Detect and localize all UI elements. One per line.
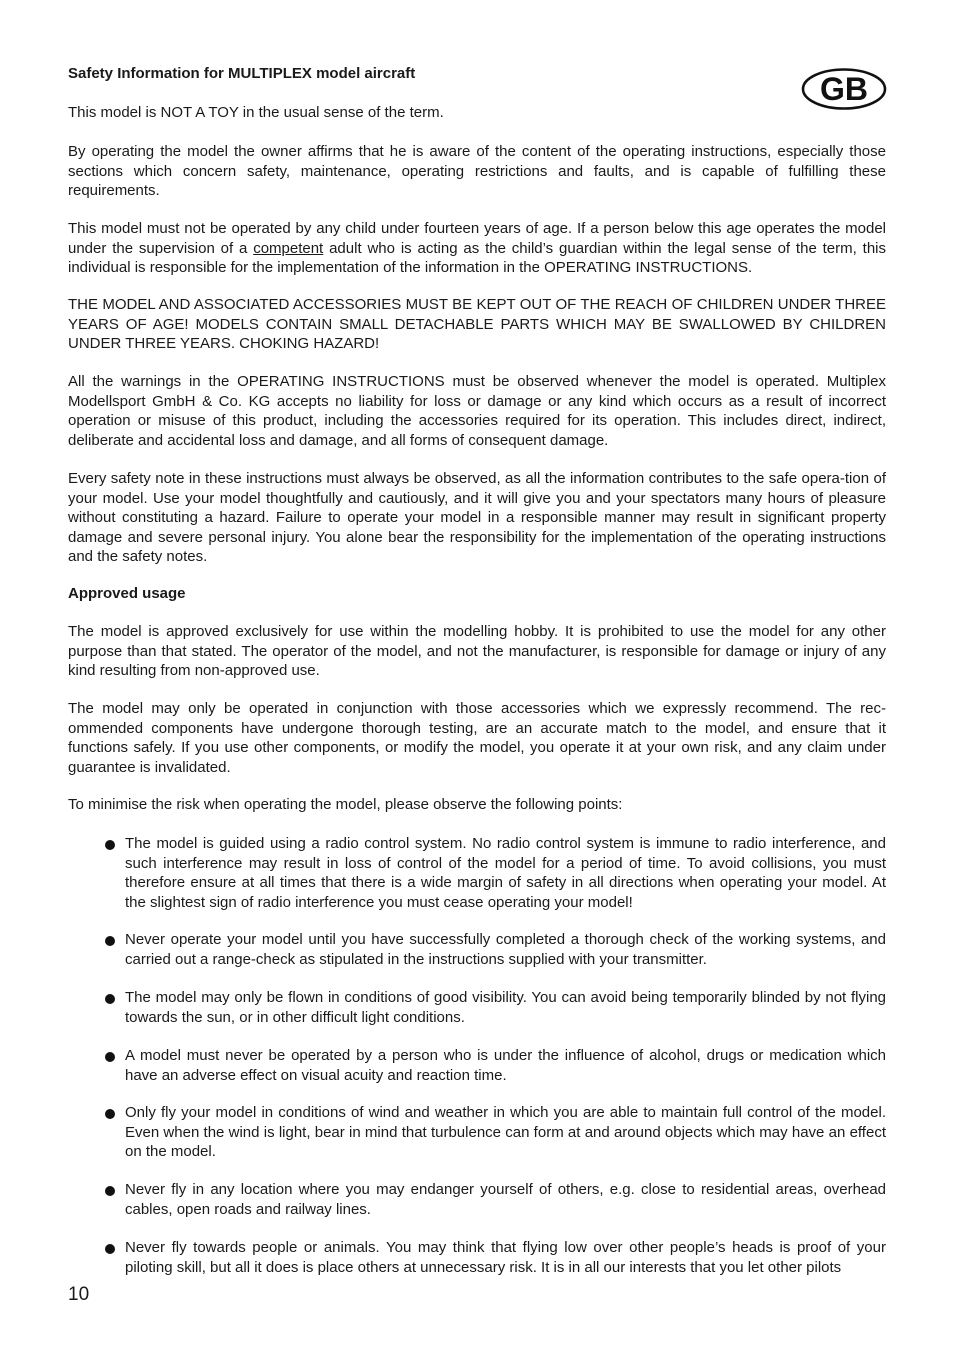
intro-paragraph-2: By operating the model the owner affirms that he is aware of the content of the operating instructions, especially those sections which concern safety, maintenance, operating restrictions and faults, and is capable of fulfilling these requirements. (68, 143, 886, 199)
bullet-dot-icon (105, 936, 115, 946)
bullet-text: Never operate your model until you have successfully completed a thorough check of the working systems, and carried out a range-check as stipulated in the instructions supplied with your transmitter. (125, 931, 886, 968)
bullet-item (68, 1103, 886, 1162)
approved-usage-paragraph-2: The model may only be operated in conjunction with those accessories which we expressly recommend. The rec-ommended components have undergone thorough testing, are an accurate match to the model, and ensure that it functions safely. If you use other components, or modify the model, you operate it at your own risk, and any claim under guarantee is invalidated. (68, 700, 886, 776)
bullet-text: A model must never be operated by a person who is under the influence of alcohol, drugs or medication which have an adverse effect on visual acuity and reaction time. (125, 1047, 886, 1084)
bullet-text: Never fly in any location where you may endanger yourself of others, e.g. close to residential areas, overhead cables, open roads and railway lines. (125, 1181, 886, 1218)
liability-paragraph: All the warnings in the OPERATING INSTRUCTIONS must be observed whenever the model is operated. Multiplex Modellsport GmbH & Co. KG accepts no liability for loss or damage or any kind which occurs as a result of incorrect operation or misuse of this product, including the accessories required for its operation. This includes direct, indirect, deliberate and accidental loss and damage, and all forms of consequent damage. (68, 373, 886, 449)
intro-paragraph-3 (68, 219, 886, 278)
intro-paragraph-3-start: This model must not be operated by any child under fourteen years of age. If a person below this age operates the model under the supervision of a (68, 220, 886, 257)
bullet-item (68, 834, 886, 912)
bullet-text: Only fly your model in conditions of wind and weather in which you are able to maintain full control of the model. Even when the wind is light, bear in mind that turbulence can form at and around objects which may have an effect on the model. (125, 1104, 886, 1160)
bullet-dot-icon (105, 1244, 115, 1254)
bullet-item (68, 1180, 886, 1219)
bullet-dot-icon (105, 1052, 115, 1062)
bullet-dot-icon (105, 1186, 115, 1196)
page-number: 10 (68, 1284, 90, 1305)
bullet-dot-icon (105, 1109, 115, 1119)
approved-usage-paragraph-3: To minimise the risk when operating the model, please observe the following points: (68, 796, 623, 813)
gb-badge-label: GB (820, 71, 868, 107)
bullet-item (68, 988, 886, 1027)
bullet-dot-icon (105, 840, 115, 850)
bullet-dot-icon (105, 994, 115, 1004)
bullet-item (68, 930, 886, 969)
bullet-text: The model may only be flown in conditions of good visibility. You can avoid being temporarily blinded by not flying towards the sun, or in other difficult light conditions. (125, 989, 886, 1026)
safety-notes-paragraph: Every safety note in these instructions must always be observed, as all the information contributes to the safe opera-tion of your model. Use your model thoughtfully and cautiously, and it will give you and your spectators many hours of pleasure without constituting a hazard. Failure to operate your model in a responsible manner may result in significant property damage and severe personal injury. You alone bear the responsibility for the implementation of the operating instructions and the safety notes. (68, 470, 886, 565)
competent-underlined: competent (253, 239, 324, 257)
choking-hazard-warning: THE MODEL AND ASSOCIATED ACCESSORIES MUST BE KEPT OUT OF THE REACH OF CHILDREN UNDER THREE YEARS OF AGE! MODELS CONTAIN SMALL DETACHABLE PARTS WHICH MAY BE SWALLOWED BY CHILDREN UNDER THREE YEARS. CHOKING HAZARD! (68, 296, 886, 352)
approved-usage-paragraph-1: The model is approved exclusively for use within the modelling hobby. It is prohibited to use the model for any other purpose than that stated. The operator of the model, and not the manufacturer, is responsible for damage or injury of any kind resulting from non-approved use. (68, 623, 886, 679)
approved-usage-heading: Approved usage (68, 585, 186, 602)
bullet-text: The model is guided using a radio control system. No radio control system is immune to radio interference, and such interference may result in loss of control of the model for a period of time. To avoid collisions, you must therefore ensure at all times that there is a wide margin of safety in all directions when operating your model. At the slightest sign of radio interference you must cease operating your model! (125, 835, 886, 911)
intro-paragraph-3-end: adult who is acting as the child’s guardian within the legal sense of the term, this individual is responsible for the implementation of the information in the OPERATING INSTRUCTIONS. (68, 239, 886, 276)
bullet-item (68, 1046, 886, 1085)
bullet-text: Never fly towards people or animals. You may think that flying low over other people’s heads is proof of your piloting skill, but all it does is place others at unnecessary risk. It is in all our interests that you let other pilots (125, 1239, 886, 1276)
bullet-item (68, 1238, 886, 1277)
page-title: Safety Information for MULTIPLEX model aircraft (68, 65, 416, 82)
intro-paragraph-1: This model is NOT A TOY in the usual sense of the term. (68, 104, 444, 121)
